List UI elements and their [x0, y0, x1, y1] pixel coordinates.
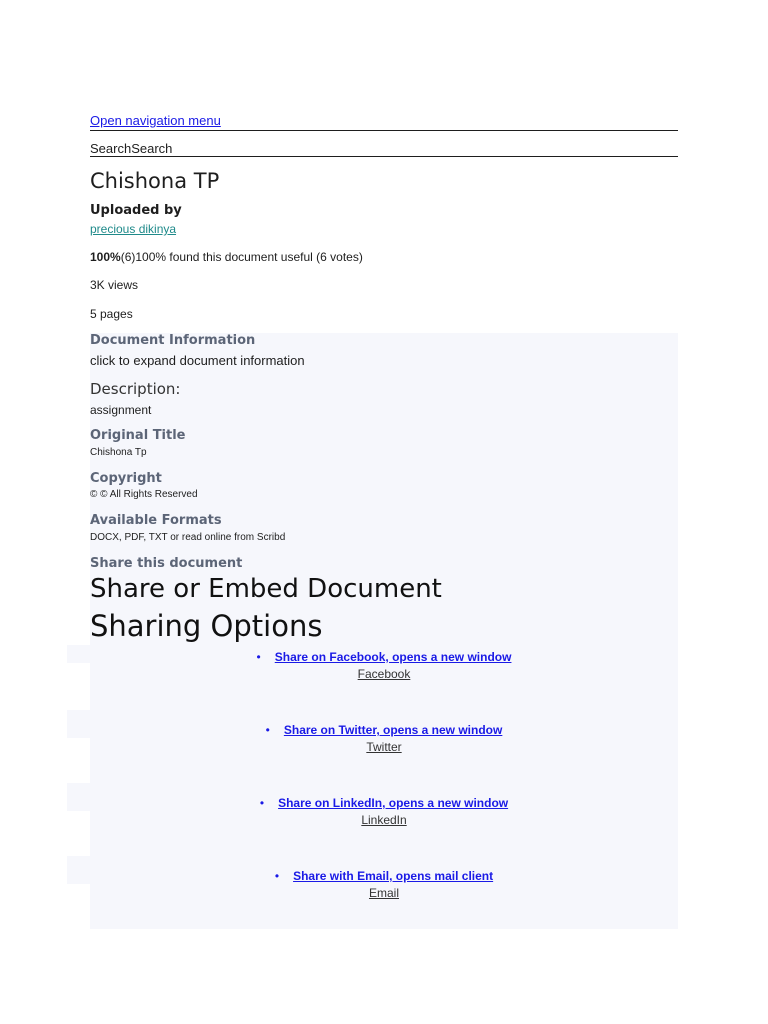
share-this-document-label: Share this document [90, 556, 243, 571]
copyright-value: © © All Rights Reserved [90, 489, 198, 500]
list-band [67, 856, 90, 884]
email-label[interactable]: Email [368, 886, 399, 900]
rating-count: (6) [120, 250, 136, 264]
share-facebook-item [90, 648, 678, 682]
expand-document-info[interactable]: click to expand document information [90, 353, 305, 368]
bullet-icon: • [265, 723, 270, 737]
share-email-link[interactable]: Share with Email, opens mail client [293, 869, 494, 883]
document-title: Chishona TP [90, 169, 220, 193]
nav-menu-row [90, 113, 678, 131]
available-formats-label: Available Formats [90, 513, 222, 528]
uploaded-by-label: Uploaded by [90, 203, 182, 218]
list-band [67, 783, 90, 811]
available-formats-value: DOCX, PDF, TXT or read online from Scribd [90, 532, 286, 543]
bullet-icon: • [259, 796, 265, 810]
views-count: 3K views [90, 278, 139, 292]
facebook-label[interactable]: Facebook [357, 667, 411, 681]
original-title-value: Chishona Tp [90, 447, 147, 458]
bullet-icon: • [256, 650, 261, 664]
share-twitter-item [90, 721, 678, 755]
list-band [67, 710, 90, 738]
rating-row [90, 249, 678, 265]
pages-count: 5 pages [90, 307, 133, 321]
share-twitter-link[interactable]: Share on Twitter, opens a new window [283, 723, 503, 737]
uploader-row [90, 221, 678, 237]
rating-percent: 100% [90, 250, 121, 264]
description-value: assignment [90, 403, 152, 417]
share-linkedin-item [90, 794, 678, 828]
copyright-label: Copyright [90, 471, 162, 486]
share-linkedin-link[interactable]: Share on LinkedIn, opens a new window [278, 796, 509, 810]
list-band [67, 645, 90, 663]
share-email-item [90, 867, 678, 901]
linkedin-label[interactable]: LinkedIn [361, 813, 407, 827]
document-information-heading[interactable]: Document Information [90, 333, 256, 348]
description-label: Description: [90, 380, 181, 398]
share-facebook-link[interactable]: Share on Facebook, opens a new window [274, 650, 512, 664]
uploader-link[interactable]: precious dikinya [90, 222, 177, 236]
sharing-options-heading: Sharing Options [90, 609, 323, 643]
search-row[interactable] [90, 142, 678, 157]
open-navigation-menu-link[interactable]: Open navigation menu [90, 113, 221, 128]
bullet-icon: • [274, 869, 280, 883]
twitter-label[interactable]: Twitter [366, 740, 402, 754]
original-title-label: Original Title [90, 428, 186, 443]
rating-text: 100% found this document useful (6 votes) [135, 250, 363, 264]
share-embed-heading: Share or Embed Document [90, 574, 442, 604]
search-label[interactable]: SearchSearch [90, 141, 173, 156]
